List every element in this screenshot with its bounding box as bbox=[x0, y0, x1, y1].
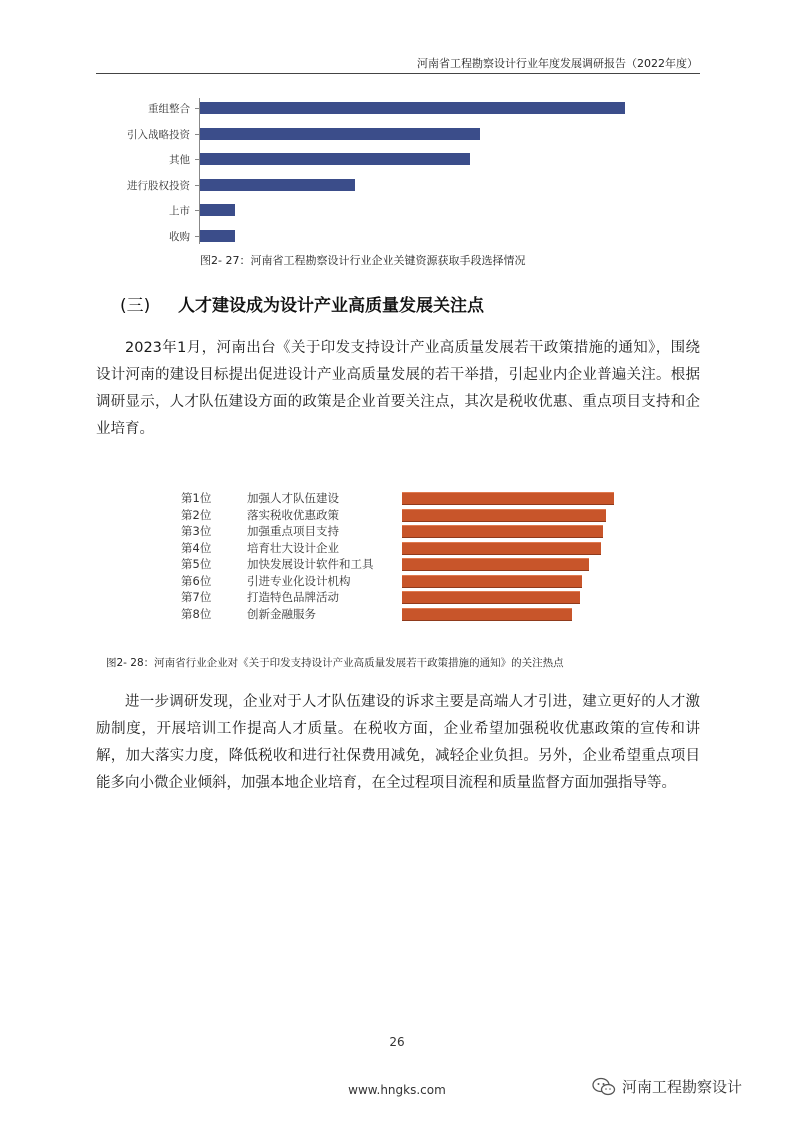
chart2-label: 加快发展设计软件和工具 bbox=[247, 557, 374, 571]
chart2-caption: 图2- 28：河南省行业企业对《关于印发支持设计产业高质量发展若干政策措施的通知》的关注热点 bbox=[106, 657, 564, 669]
chart1-y-axis bbox=[199, 98, 200, 244]
chart1-label: 重组整合 bbox=[148, 103, 190, 115]
chart2-bar bbox=[402, 591, 580, 604]
header-divider bbox=[96, 73, 700, 74]
chart2-label: 打造特色品牌活动 bbox=[247, 590, 339, 604]
section-heading bbox=[120, 291, 484, 316]
chart2-label: 创新金融服务 bbox=[247, 606, 316, 621]
paragraph-2 bbox=[96, 689, 700, 797]
section-title: 人才建设成为设计产业高质量发展关注点 bbox=[178, 296, 484, 316]
section-number: (三) bbox=[120, 296, 151, 316]
chart1-label: 上市 bbox=[169, 205, 190, 217]
chart2-label: 加强重点项目支持 bbox=[247, 524, 339, 538]
wechat-name: 河南工程勘察设计 bbox=[622, 1078, 743, 1096]
chart1-label: 其他 bbox=[169, 154, 190, 166]
chart1-caption: 图2- 27：河南省工程勘察设计行业企业关键资源获取手段选择情况 bbox=[200, 254, 526, 267]
chart2-bar bbox=[402, 558, 589, 571]
chart2-bar bbox=[402, 608, 572, 621]
chart1-label: 引入战略投资 bbox=[127, 128, 190, 141]
paragraph-2-text: 进一步调研发现，企业对于人才队伍建设的诉求主要是高端人才引进，建立更好的人才激励制度，开展培训工作提高人才质量。在税收方面，企业希望加强税收优惠政策的宣传和讲解，加大落实力度，降低税收和进行社保费用减免，减轻企业负担。另外，企业希望重点项目能多向小微企业倾斜，加强本地企业培育，在全过程项目流程和质量监督方面加强指导等。 bbox=[96, 694, 700, 791]
chart2-rank: 第5位 bbox=[181, 557, 212, 571]
page-header-title: 河南省工程勘察设计行业年度发展调研报告（2022年度） bbox=[417, 57, 698, 70]
chart1-bar bbox=[200, 204, 235, 216]
chart1-bar bbox=[200, 179, 355, 191]
chart2-rank: 第1位 bbox=[181, 491, 212, 505]
paragraph-1 bbox=[96, 335, 700, 443]
chart2-rank: 第2位 bbox=[181, 507, 212, 522]
paragraph-1-text: 2023年1月，河南出台《关于印发支持设计产业高质量发展若干政策措施的通知》，围绕设计河南的建设目标提出促进设计产业高质量发展的若干举措，引起业内企业普遍关注。根据调研显示，人才队伍建设方面的政策是企业首要关注点，其次是税收优惠、重点项目支持和企业培育。 bbox=[96, 340, 700, 437]
chart1-bar bbox=[200, 153, 470, 165]
chart1-bar bbox=[200, 230, 235, 242]
chart2-rank: 第7位 bbox=[181, 590, 212, 604]
chart2-label: 引进专业化设计机构 bbox=[247, 573, 351, 588]
wechat-icon bbox=[592, 1077, 616, 1097]
chart2-label: 培育壮大设计企业 bbox=[247, 540, 339, 555]
wechat-account bbox=[592, 1076, 742, 1097]
chart2-bar bbox=[402, 542, 601, 555]
chart2-rank: 第8位 bbox=[181, 606, 212, 621]
chart2-rank: 第3位 bbox=[181, 524, 212, 538]
chart2-bar bbox=[402, 492, 614, 505]
chart1-label: 收购 bbox=[169, 230, 190, 243]
chart2-label: 落实税收优惠政策 bbox=[247, 507, 339, 522]
chart2-bar bbox=[402, 509, 606, 522]
chart2-label: 加强人才队伍建设 bbox=[247, 491, 339, 505]
chart2-rank: 第4位 bbox=[181, 540, 212, 555]
footer-url[interactable]: www.hngks.com bbox=[348, 1083, 446, 1097]
chart1-bar bbox=[200, 102, 625, 114]
chart2-bar bbox=[402, 525, 603, 538]
chart2-rank: 第6位 bbox=[181, 573, 212, 588]
chart1-bar bbox=[200, 128, 480, 140]
chart1-label: 进行股权投资 bbox=[127, 179, 190, 192]
chart2-bar bbox=[402, 575, 582, 588]
page-number: 26 bbox=[389, 1035, 405, 1049]
